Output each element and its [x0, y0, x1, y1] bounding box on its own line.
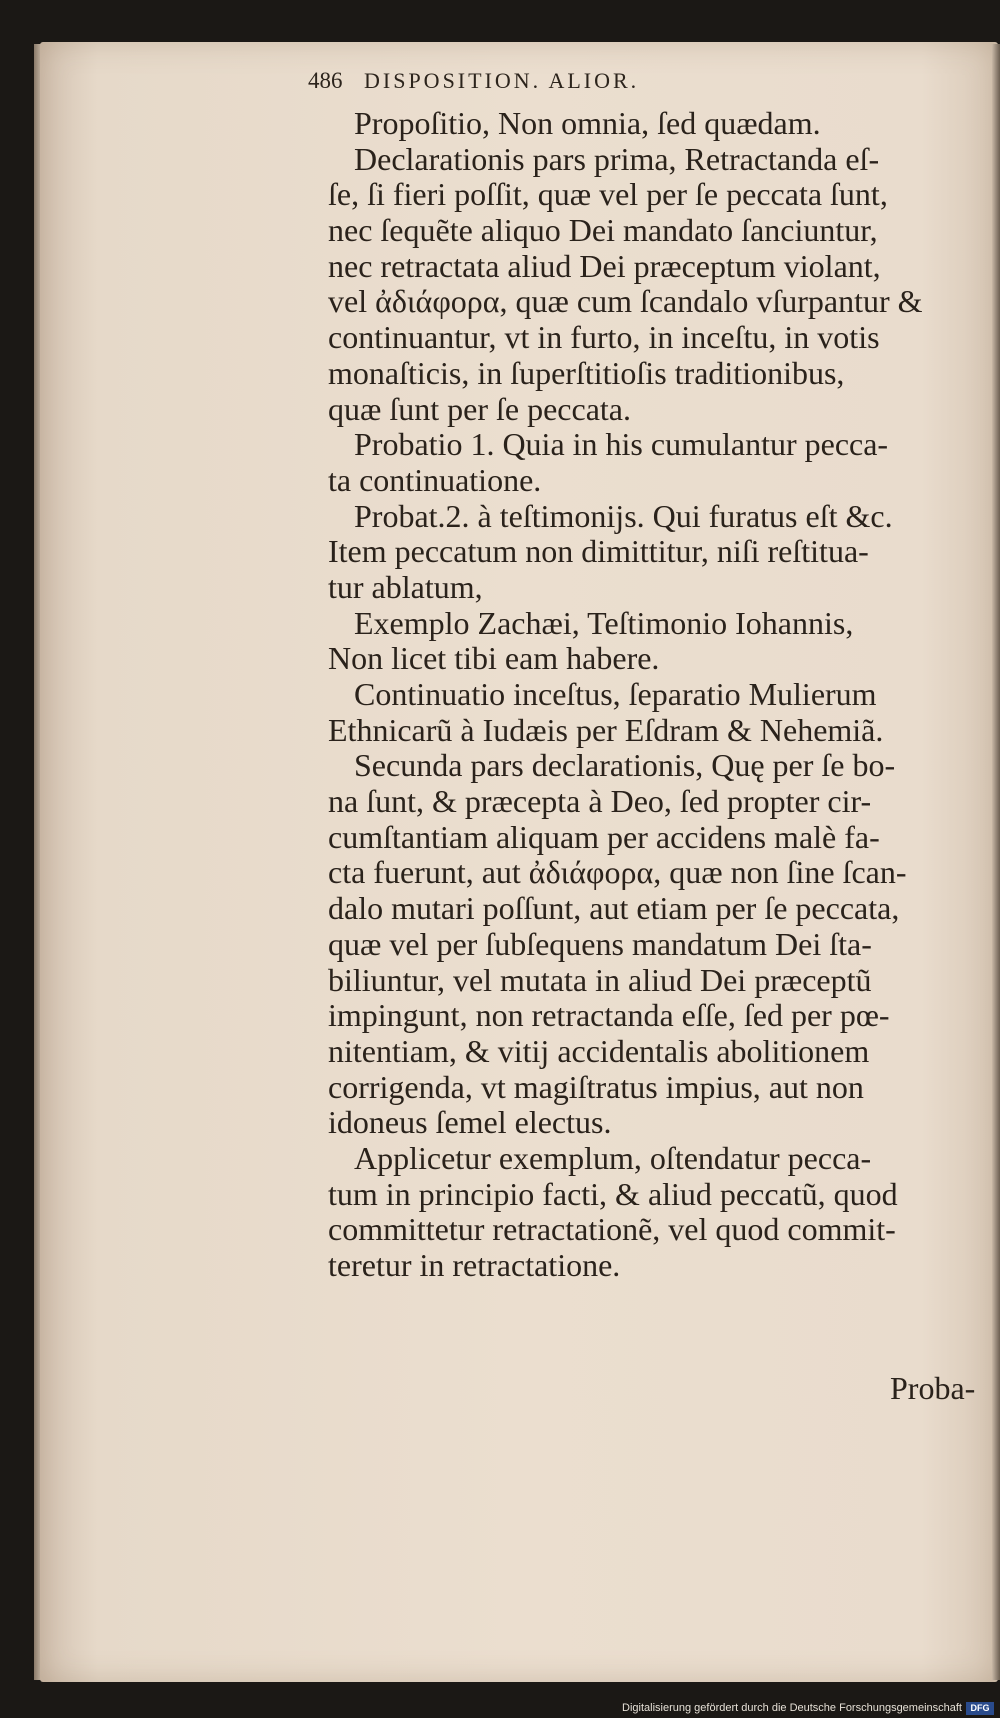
text-line: teretur in retractatione. [328, 1247, 621, 1283]
catchword: Proba- [890, 1370, 976, 1406]
body-text [328, 106, 992, 1284]
text-line: cumſtantiam aliquam per accidens malè fa- [328, 818, 880, 855]
text-line: impingunt, non retractanda eſſe, ſed per pœ- [328, 997, 890, 1034]
page-number: 486 [308, 68, 343, 93]
text-line: quæ ſunt per ſe peccata. [328, 390, 631, 427]
text-line: Applicetur exemplum, oſtendatur pecca- [354, 1139, 872, 1176]
text-line: nitentiam, & vitij accidentalis abolitionem [328, 1032, 870, 1069]
text-line: vel ἀδιάφορα, quæ cum ſcandalo vſurpantur & [328, 283, 923, 320]
text-line: nec retractata aliud Dei præceptum violant, [328, 247, 881, 284]
text-line: monaſticis, in ſuperſtitioſis traditionibus, [328, 354, 845, 391]
text-line: tum in principio facti, & aliud peccatũ, quod [328, 1175, 898, 1212]
text-line: cta fuerunt, aut ἀδιάφορα, quæ non ſine ſcan- [328, 854, 907, 891]
text-line: Exemplo Zachæi, Teſtimonio Iohannis, [354, 604, 854, 641]
text-line: quæ vel per ſubſequens mandatum Dei ſta- [328, 925, 872, 962]
text-line: committetur retractationẽ, vel quod commit- [328, 1211, 896, 1248]
running-title: DISPOSITION. ALIOR. [364, 68, 640, 93]
text-line: na ſunt, & præcepta à Deo, ſed propter cir- [328, 783, 872, 820]
text-line: nec ſequẽte aliquo Dei mandato ſanciuntur, [328, 212, 878, 249]
dfg-logo: DFG [966, 1702, 994, 1715]
text-line: ta continuatione. [328, 461, 542, 498]
digitization-credit: Digitalisierung gefördert durch die Deutsche Forschungsgemeinschaft [622, 1702, 962, 1714]
text-line: Item peccatum non dimittitur, niſi reſtitua- [328, 533, 869, 570]
text-line: Propoſitio, Non omnia, ſed quædam. [354, 105, 821, 141]
text-line: Continuatio inceſtus, ſeparatio Mulierum [354, 676, 877, 712]
text-line: Probatio 1. Quia in his cumulantur pecca- [354, 426, 889, 463]
text-line: dalo mutari poſſunt, aut etiam per ſe peccata, [328, 890, 900, 927]
text-line: Secunda pars declarationis, Quę per ſe bo- [354, 747, 896, 784]
text-line: Probat.2. à teſtimonijs. Qui furatus eſt &c. [354, 497, 893, 534]
text-line: idoneus ſemel electus. [328, 1104, 612, 1141]
text-line: Declarationis pars prima, Retractanda eſ- [354, 140, 880, 177]
text-line: Ethnicarũ à Iudæis per Eſdram & Nehemiã. [328, 711, 884, 748]
text-line: tur ablatum, [328, 568, 483, 605]
text-line: ſe, ſi fieri poſſit, quæ vel per ſe peccata ſunt, [328, 176, 888, 213]
text-line: continuantur, vt in furto, in inceſtu, in votis [328, 319, 880, 356]
text-line: Non licet tibi eam habere. [328, 640, 660, 677]
text-line: biliuntur, vel mutata in aliud Dei præceptũ [328, 961, 872, 998]
text-line: corrigenda, vt magiſtratus impius, aut non [328, 1068, 864, 1105]
page-edge-right [992, 44, 1000, 1680]
